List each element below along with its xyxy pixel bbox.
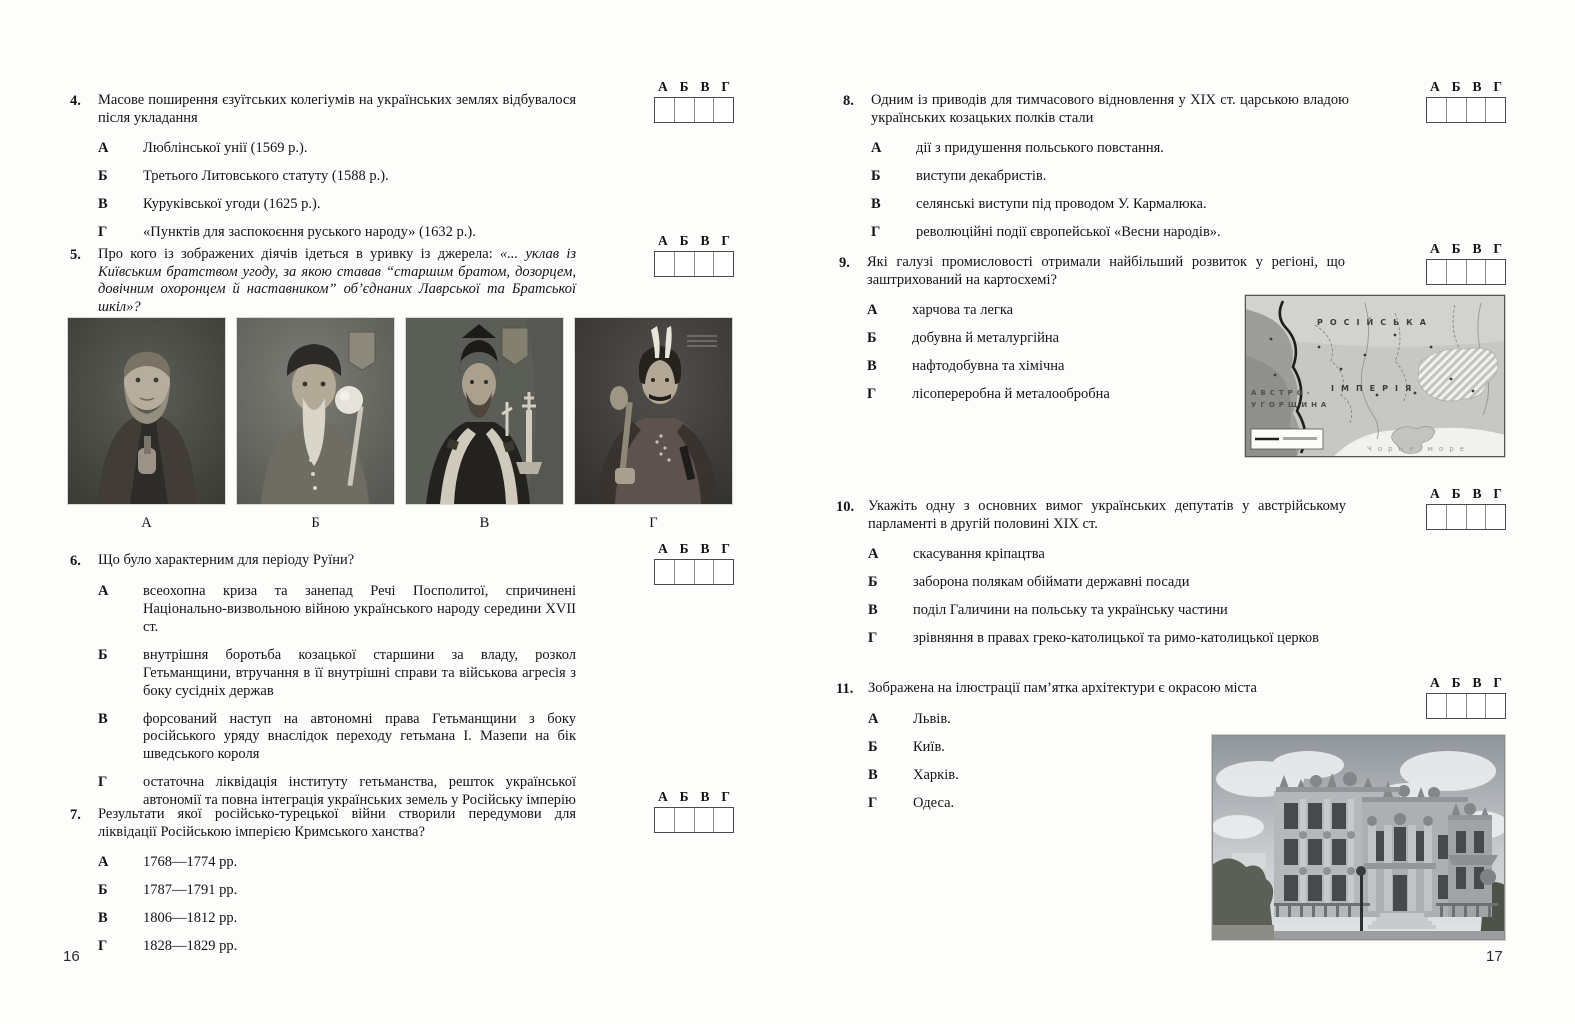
question-number: 4. xyxy=(70,93,81,109)
map-label-empire: ІМПЕРІЯ xyxy=(1331,384,1419,393)
grid-letter: Г xyxy=(1493,79,1502,94)
answer-grid-letters xyxy=(654,790,734,807)
portrait-label-v: В xyxy=(479,515,490,531)
portrait-label-b: Б xyxy=(311,515,320,531)
question-8 xyxy=(843,92,1349,252)
option-letter: В xyxy=(98,196,108,213)
option-b xyxy=(98,168,576,186)
answer-box[interactable] xyxy=(1427,98,1447,122)
option-text: 1768—1774 рр. xyxy=(143,854,238,871)
grid-letter: Б xyxy=(679,789,689,804)
grid-letter: Г xyxy=(721,79,730,94)
option-text: 1828—1829 рр. xyxy=(143,938,238,955)
question-text-plain: Про кого із зображених діячів ідеться в уривку із джерела: xyxy=(98,246,493,262)
options-list xyxy=(98,854,576,956)
grid-letter: А xyxy=(658,233,668,248)
map-label-austro: АВСТРО- xyxy=(1251,389,1314,397)
grid-letter: А xyxy=(658,79,668,94)
question-text: Результати якої російсько-турецької війни створили передумови для ліквідації Російською імперією Кримського ханства? xyxy=(98,806,576,840)
map-label-black-sea: Чорне море xyxy=(1367,445,1470,453)
option-letter: Б xyxy=(867,330,877,347)
option-text: зрівняння в правах греко-католицької та римо-католицької церков xyxy=(913,630,1320,647)
answer-box[interactable] xyxy=(695,98,715,122)
answer-box[interactable] xyxy=(1467,98,1487,122)
option-g xyxy=(868,630,1346,648)
grid-letter: А xyxy=(1430,675,1440,690)
option-text: всеохопна криза та занепад Речі Посполитої, спричинені Національно-визвольною війною українського народу середини XVII ст. xyxy=(143,582,576,635)
answer-boxes xyxy=(1426,504,1506,530)
grid-letter: В xyxy=(1472,675,1482,690)
question-7 xyxy=(70,806,576,966)
grid-letter: Б xyxy=(1451,675,1461,690)
answer-box[interactable] xyxy=(1486,260,1505,284)
answer-grid-q11 xyxy=(1426,676,1506,719)
portrait-label-g: Г xyxy=(649,515,658,531)
question-6 xyxy=(70,552,576,820)
option-text: дії з придушення польського повстання. xyxy=(916,140,1164,157)
grid-letter: А xyxy=(1430,241,1440,256)
grid-letter: Б xyxy=(679,541,689,556)
option-letter: Б xyxy=(871,168,881,185)
option-text: поділ Галичини на польську та українську частини xyxy=(913,602,1228,619)
grid-letter: Г xyxy=(721,541,730,556)
option-a xyxy=(871,140,1349,158)
answer-boxes xyxy=(654,251,734,277)
option-text: селянські виступи під проводом У. Кармалюка. xyxy=(916,196,1207,213)
answer-grid-q6 xyxy=(654,542,734,585)
answer-box[interactable] xyxy=(675,560,695,584)
option-v xyxy=(868,602,1346,620)
option-letter: В xyxy=(871,196,881,213)
answer-box[interactable] xyxy=(1427,260,1447,284)
portrait-image-a xyxy=(68,318,225,504)
answer-box[interactable] xyxy=(714,252,733,276)
option-letter: В xyxy=(98,910,108,927)
options-list xyxy=(868,546,1346,648)
building-photo xyxy=(1212,735,1505,940)
option-a xyxy=(98,854,576,872)
answer-grid-q4 xyxy=(654,80,734,123)
grid-letter: В xyxy=(700,233,710,248)
grid-letter: А xyxy=(1430,79,1440,94)
answer-box[interactable] xyxy=(1486,505,1505,529)
option-text: 1806—1812 рр. xyxy=(143,910,238,927)
answer-box[interactable] xyxy=(675,252,695,276)
option-letter: А xyxy=(867,302,878,319)
answer-grid-letters xyxy=(1426,487,1506,504)
map-legend xyxy=(1251,429,1323,449)
option-v xyxy=(871,196,1349,214)
answer-box[interactable] xyxy=(1447,260,1467,284)
answer-box[interactable] xyxy=(695,808,715,832)
option-text: Київ. xyxy=(913,738,945,755)
option-text: Одеса. xyxy=(913,794,955,811)
option-letter: В xyxy=(98,710,108,727)
option-letter: Б xyxy=(868,574,878,591)
grid-letter: Б xyxy=(1451,79,1461,94)
answer-grid-q8 xyxy=(1426,80,1506,123)
option-letter: В xyxy=(868,602,878,619)
map-label-russia: РОСІЙСЬКА xyxy=(1317,318,1433,327)
option-text: форсований наступ на автономні права Гетьманщини з боку російського уряду внаслідок переходу гетьмана І. Мазепи на бік шведського короля xyxy=(143,710,576,763)
answer-box[interactable] xyxy=(714,98,733,122)
option-text: Львів. xyxy=(913,710,951,727)
answer-box[interactable] xyxy=(1447,505,1467,529)
question-10 xyxy=(836,498,1346,658)
answer-grid-q5 xyxy=(654,234,734,277)
grid-letter: Б xyxy=(679,79,689,94)
answer-box[interactable] xyxy=(695,252,715,276)
question-5 xyxy=(70,246,576,317)
option-text: Третього Литовського статуту (1588 р.). xyxy=(143,168,389,185)
option-text: внутрішня боротьба козацької старшини за владу, розкол Гетьманщини, втручання в її внутрішні справи та військова агресія з боку сусідніх держав xyxy=(143,646,576,699)
option-letter: Г xyxy=(867,386,877,403)
option-g xyxy=(871,224,1349,242)
answer-box[interactable] xyxy=(1427,505,1447,529)
question-text: Укажіть одну з основних вимог українських депутатів у австрійському парламенті в другій половині XIX ст. xyxy=(868,498,1346,532)
grid-letter: Б xyxy=(679,233,689,248)
option-letter: А xyxy=(868,546,879,563)
option-v xyxy=(98,910,576,928)
question-text: Зображена на ілюстрації пам’ятка архітектури є окрасою міста xyxy=(868,680,1257,696)
answer-box[interactable] xyxy=(1447,694,1467,718)
answer-boxes xyxy=(654,97,734,123)
answer-boxes xyxy=(654,807,734,833)
page-number-right: 17 xyxy=(1486,948,1503,965)
option-text: нафтодобувна та хімічна xyxy=(912,358,1065,375)
option-letter: А xyxy=(98,854,109,871)
option-text: скасування кріпацтва xyxy=(913,546,1045,563)
option-text: Куруківської угоди (1625 р.). xyxy=(143,196,321,213)
answer-box[interactable] xyxy=(714,560,733,584)
answer-boxes xyxy=(1426,259,1506,285)
answer-grid-letters xyxy=(1426,676,1506,693)
option-letter: Г xyxy=(868,630,878,647)
portrait-image-v xyxy=(406,318,563,504)
answer-box[interactable] xyxy=(655,808,675,832)
option-letter: Г xyxy=(98,938,108,955)
option-a xyxy=(98,140,576,158)
option-b xyxy=(868,574,1346,592)
answer-box[interactable] xyxy=(1486,694,1505,718)
option-g xyxy=(98,938,576,956)
answer-grid-letters xyxy=(1426,80,1506,97)
option-letter: В xyxy=(868,766,878,783)
option-letter: Б xyxy=(98,646,108,663)
portrait-label-a: А xyxy=(141,515,152,531)
portrait-row xyxy=(68,318,732,504)
answer-box[interactable] xyxy=(1467,694,1487,718)
option-a xyxy=(98,583,576,637)
grid-letter: Г xyxy=(721,789,730,804)
answer-grid-letters xyxy=(654,80,734,97)
grid-letter: А xyxy=(658,541,668,556)
options-list xyxy=(98,140,576,242)
option-text: лісопереробна й металообробна xyxy=(912,386,1110,403)
option-text: виступи декабристів. xyxy=(916,168,1047,185)
question-text: Одним із приводів для тимчасового відновлення у XIX ст. царською владою українських козацьких полків стали xyxy=(871,92,1349,126)
page-number-left: 16 xyxy=(63,948,80,965)
answer-grid-letters xyxy=(654,542,734,559)
option-text: 1787—1791 рр. xyxy=(143,882,238,899)
option-a xyxy=(868,546,1346,564)
option-text: харчова та легка xyxy=(912,302,1014,319)
question-number: 6. xyxy=(70,553,81,569)
option-b xyxy=(98,882,576,900)
option-a xyxy=(868,711,1346,729)
answer-grid-q9 xyxy=(1426,242,1506,285)
portrait-labels xyxy=(68,515,732,532)
question-text: Які галузі промисловості отримали найбільший розвиток у регіоні, що заштрихований на картосхемі? xyxy=(867,254,1345,288)
answer-box[interactable] xyxy=(1467,505,1487,529)
answer-box[interactable] xyxy=(1427,694,1447,718)
grid-letter: Г xyxy=(1493,241,1502,256)
answer-box[interactable] xyxy=(1447,98,1467,122)
grid-letter: А xyxy=(1430,486,1440,501)
option-letter: А xyxy=(98,582,109,599)
option-letter: Г xyxy=(98,774,108,791)
option-v xyxy=(98,196,576,214)
answer-grid-letters xyxy=(1426,242,1506,259)
answer-box[interactable] xyxy=(1467,260,1487,284)
answer-box[interactable] xyxy=(675,808,695,832)
grid-letter: Б xyxy=(1451,486,1461,501)
option-letter: Б xyxy=(98,882,108,899)
grid-letter: В xyxy=(1472,486,1482,501)
question-number: 8. xyxy=(843,93,854,109)
grid-letter: В xyxy=(700,789,710,804)
option-letter: А xyxy=(871,140,882,157)
grid-letter: Б xyxy=(1451,241,1461,256)
option-letter: Г xyxy=(98,224,108,241)
option-letter: Г xyxy=(871,224,881,241)
option-letter: А xyxy=(98,140,109,157)
grid-letter: Г xyxy=(1493,675,1502,690)
option-text: «Пунктів для заспокоєння руського народу» (1632 р.). xyxy=(143,224,476,241)
answer-grid-letters xyxy=(654,234,734,251)
question-number: 10. xyxy=(836,499,855,515)
option-b xyxy=(871,168,1349,186)
answer-boxes xyxy=(654,559,734,585)
option-letter: А xyxy=(868,710,879,727)
option-g xyxy=(98,224,576,242)
option-letter: Б xyxy=(868,738,878,755)
option-v xyxy=(98,711,576,765)
option-text: остаточна ліквідація інституту гетьманства, решток української автономії та повна інтеграція українських земель у Російську імперію xyxy=(143,774,576,809)
question-number: 9. xyxy=(839,255,850,271)
question-text: Що було характерним для періоду Руїни? xyxy=(98,552,355,568)
grid-letter: В xyxy=(1472,79,1482,94)
portrait-image-b xyxy=(237,318,394,504)
answer-box[interactable] xyxy=(714,808,733,832)
answer-boxes xyxy=(1426,693,1506,719)
question-text xyxy=(98,246,576,317)
grid-letter: В xyxy=(1472,241,1482,256)
grid-letter: В xyxy=(700,541,710,556)
map-figure xyxy=(1245,295,1505,457)
answer-box[interactable] xyxy=(1486,98,1505,122)
answer-box[interactable] xyxy=(655,98,675,122)
question-text: Масове поширення єзуїтських колегіумів на українських землях відбувалося після укладання xyxy=(98,92,576,126)
question-number: 5. xyxy=(70,247,81,263)
option-text: Харків. xyxy=(913,766,959,783)
question-number: 11. xyxy=(836,681,854,697)
answer-box[interactable] xyxy=(655,560,675,584)
option-letter: Б xyxy=(98,168,108,185)
option-text: революційні події європейської «Весни народів». xyxy=(916,224,1221,241)
option-letter: В xyxy=(867,358,877,375)
option-g xyxy=(98,774,576,810)
grid-letter: Г xyxy=(721,233,730,248)
portrait-image-g xyxy=(575,318,732,504)
answer-grid-q7 xyxy=(654,790,734,833)
options-list xyxy=(98,583,576,811)
option-text: добувна й металургійна xyxy=(912,330,1060,347)
answer-grid-q10 xyxy=(1426,487,1506,530)
option-text: Люблінської унії (1569 р.). xyxy=(143,140,308,157)
answer-box[interactable] xyxy=(675,98,695,122)
option-letter: Г xyxy=(868,794,878,811)
options-list xyxy=(871,140,1349,242)
question-4 xyxy=(70,92,576,252)
option-b xyxy=(98,647,576,701)
question-quote: «... уклав із Київським братством угоду, за якою ставав “старшим братом, дозорцем, довічним охоронцем й наставником” об’єднаних Лаврської та Братської шкіл»? xyxy=(98,246,577,316)
option-text: заборона полякам обіймати державні посади xyxy=(913,574,1190,591)
answer-boxes xyxy=(1426,97,1506,123)
answer-box[interactable] xyxy=(655,252,675,276)
question-number: 7. xyxy=(70,807,81,823)
answer-box[interactable] xyxy=(695,560,715,584)
grid-letter: Г xyxy=(1493,486,1502,501)
grid-letter: В xyxy=(700,79,710,94)
grid-letter: А xyxy=(658,789,668,804)
map-label-ugorshchyna: УГОРЩИНА xyxy=(1251,401,1331,409)
